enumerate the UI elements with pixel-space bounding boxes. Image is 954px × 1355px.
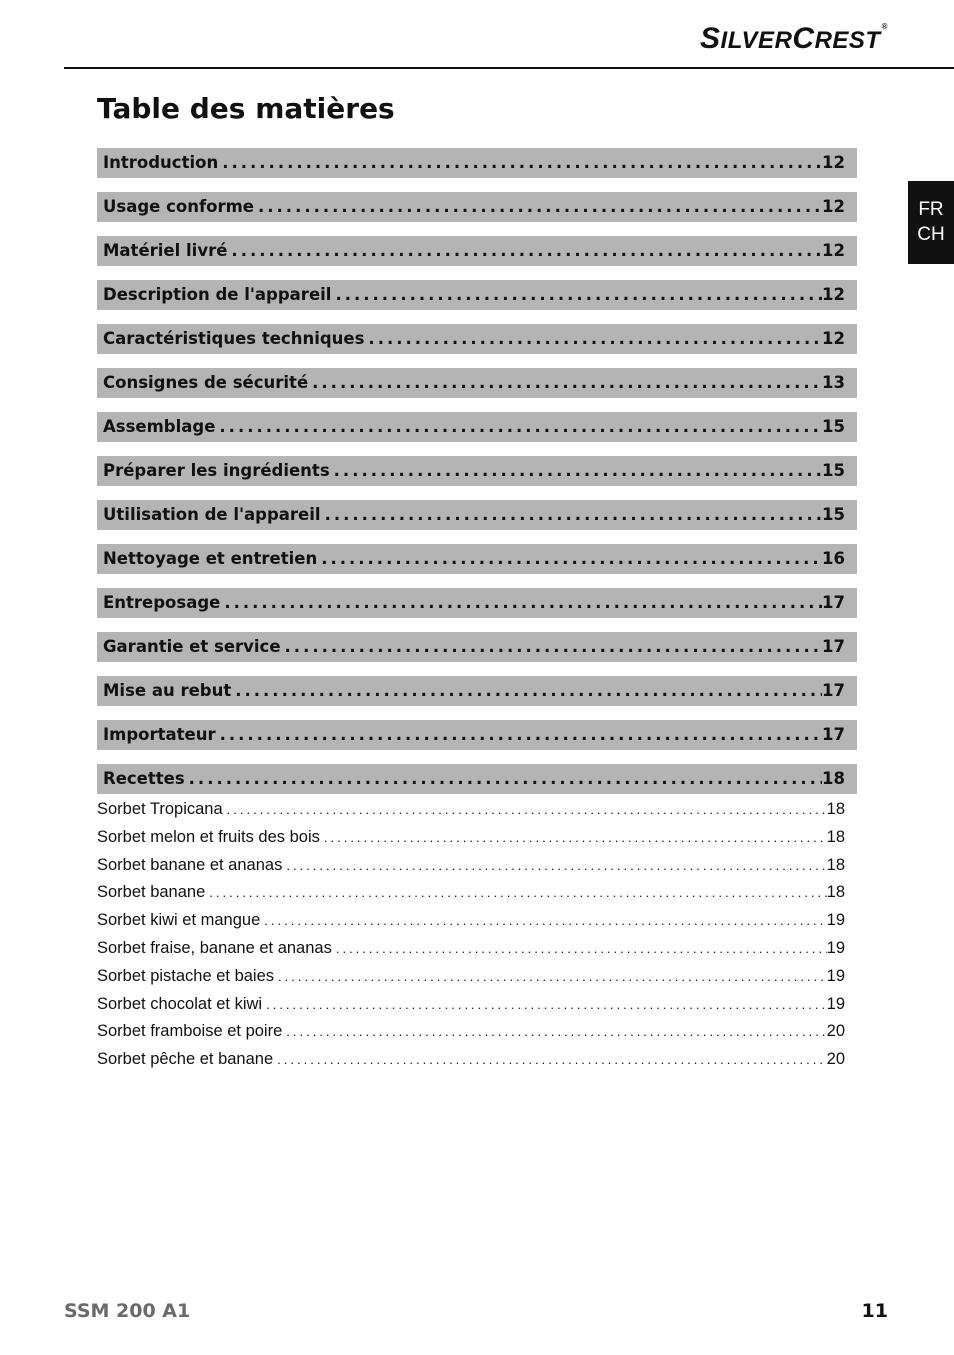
- footer-model-number: SSM 200 A1: [64, 1300, 191, 1322]
- brand-letter-s: S: [700, 22, 721, 55]
- leader-dots: [308, 368, 822, 398]
- language-tab: [908, 181, 954, 264]
- leader-dots: [223, 796, 827, 824]
- toc-entry-usage-conforme[interactable]: Usage conforme ..... 12: [97, 192, 857, 222]
- leader-dots: [332, 935, 827, 963]
- leader-dots: [254, 192, 822, 222]
- toc-subentry[interactable]: Sorbet banane et ananas ..... 18: [97, 852, 857, 880]
- leader-dots: [227, 236, 822, 266]
- toc-entry-recettes[interactable]: Recettes ..... 18: [97, 764, 857, 794]
- brand-letter-c: C: [792, 22, 815, 55]
- brand-logo: [700, 22, 888, 56]
- toc-subentry[interactable]: Sorbet Tropicana ..... 18: [97, 796, 857, 824]
- leader-dots: [185, 764, 822, 794]
- leader-dots: [317, 544, 822, 574]
- leader-dots: [215, 412, 822, 442]
- leader-dots: [260, 907, 826, 935]
- toc-entry-utilisation[interactable]: Utilisation de l'appareil ..... 15: [97, 500, 857, 530]
- leader-dots: [282, 852, 826, 880]
- toc-subentry[interactable]: Sorbet pêche et banane ..... 20: [97, 1046, 857, 1074]
- page-title: Table des matières: [97, 92, 395, 125]
- toc-entry-consignes[interactable]: Consignes de sécurité ..... 13: [97, 368, 857, 398]
- leader-dots: [220, 588, 822, 618]
- toc-subentry[interactable]: Sorbet kiwi et mangue ..... 19: [97, 907, 857, 935]
- leader-dots: [218, 148, 822, 178]
- leader-dots: [330, 456, 822, 486]
- leader-dots: [331, 280, 822, 310]
- leader-dots: [364, 324, 822, 354]
- toc-subentry[interactable]: Sorbet chocolat et kiwi ..... 19: [97, 991, 857, 1019]
- header-rule: [64, 67, 954, 69]
- toc-entry-entreposage[interactable]: Entreposage ..... 17: [97, 588, 857, 618]
- leader-dots: [273, 1046, 826, 1074]
- leader-dots: [274, 963, 827, 991]
- toc-entry-description[interactable]: Description de l'appareil ..... 12: [97, 280, 857, 310]
- language-code-ch: CH: [917, 224, 945, 245]
- leader-dots: [216, 720, 822, 750]
- toc-entry-preparer[interactable]: Préparer les ingrédients ..... 15: [97, 456, 857, 486]
- toc-entry-garantie[interactable]: Garantie et service ..... 17: [97, 632, 857, 662]
- leader-dots: [205, 879, 826, 907]
- leader-dots: [321, 500, 822, 530]
- footer-page-number: 11: [861, 1300, 888, 1322]
- leader-dots: [262, 991, 827, 1019]
- leader-dots: [231, 676, 822, 706]
- toc-entry-caracteristiques[interactable]: Caractéristiques techniques ..... 12: [97, 324, 857, 354]
- toc-entry-nettoyage[interactable]: Nettoyage et entretien ..... 16: [97, 544, 857, 574]
- leader-dots: [282, 1018, 826, 1046]
- brand-text-rest: REST: [814, 27, 881, 54]
- leader-dots: [320, 824, 827, 852]
- toc-subentry[interactable]: Sorbet pistache et baies ..... 19: [97, 963, 857, 991]
- toc-entry-assemblage[interactable]: Assemblage ..... 15: [97, 412, 857, 442]
- toc-subentry[interactable]: Sorbet melon et fruits des bois ..... 18: [97, 824, 857, 852]
- toc-entry-introduction[interactable]: Introduction ..... 12: [97, 148, 857, 178]
- table-of-contents: [97, 148, 857, 1074]
- toc-entry-importateur[interactable]: Importateur ..... 17: [97, 720, 857, 750]
- brand-text-ilver: ILVER: [720, 27, 793, 54]
- toc-subentry[interactable]: Sorbet fraise, banane et ananas ..... 19: [97, 935, 857, 963]
- toc-entry-materiel-livre[interactable]: Matériel livré ..... 12: [97, 236, 857, 266]
- toc-subentry[interactable]: Sorbet banane ..... 18: [97, 879, 857, 907]
- toc-subentry[interactable]: Sorbet framboise et poire ..... 20: [97, 1018, 857, 1046]
- registered-mark: ®: [881, 22, 888, 31]
- leader-dots: [281, 632, 823, 662]
- language-code-fr: FR: [918, 199, 944, 220]
- toc-entry-mise-au-rebut[interactable]: Mise au rebut ..... 17: [97, 676, 857, 706]
